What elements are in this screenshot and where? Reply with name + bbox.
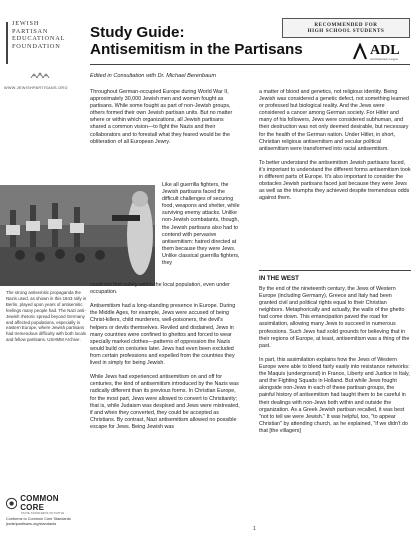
jpef-logo <box>6 20 76 64</box>
common-core-icon <box>6 497 17 510</box>
page-title-line2: Antisemitism in the Partisans <box>90 41 303 58</box>
column2-bottom <box>259 286 411 442</box>
recommended-badge: RECOMMENDED FOR HIGH SCHOOL STUDENTS <box>282 18 410 38</box>
logo-bar-icon <box>6 22 8 64</box>
paragraph: a matter of blood and genetics, not religious identity. Being Jewish was considered a genetic defect, not something learned or professed but biological reality. And the Jews were considered a cancer among German society. For Hitler and many of his followers, Jews were considered subhuman, and their destruction was not only deemed desirable, but necessary for the health of the German nation. Under Hitler, in short, Christian religious antisemitism and secular political antisemitism were transformed into racial antisemitism. <box>259 89 410 152</box>
paragraph: To better understand the antisemitism Jewish partisans faced, it's important to understand the different forms antisemitism took in different parts of Europe. It's also important to consider the obstacles Jewish partisans faced just because they were Jews as well as the triumphs they achieved despite tremendous odds against them. <box>259 159 411 202</box>
paragraph: While Jews had experienced antisemitism on and off for centuries, the kind of antisemitism introduced by the Nazis was radically different than its previous forms. In Christian Europe, for the most part, Jews were allowed to convert to Christianity; that is, while Judaism was despised and Jews were mistreated, if and when they converted, they could be accepted as Christians. By contrast, Nazi antisemitism allowed no possible escape for Jews. Being Jewish was <box>90 374 240 430</box>
adl-logo: ADL Anti-Defamation League <box>352 43 404 65</box>
paragraph: By the end of the nineteenth century, the Jews of Western Europe (including Germany), Greece and Italy had been granted civil and political rights equal to their Christian neighbors. Metaphorically and actually, the walls of the ghetto had come down. This emancipation paved the road for assimilation, allowing many Jews to succeed in numerous professions. Such Jews had solid grounds for believing that in their regions of Europe, at least, antisemitism was a thing of the past. <box>259 286 410 349</box>
section-heading-west: IN THE WEST <box>259 275 299 282</box>
website-url[interactable]: WWW.JEWISHPARTISANS.ORG <box>4 86 68 90</box>
paragraph: In part, this assimilation explains how the Jews of Western Europe were able to blend fairly easily into resistance networks: the Maquis (underground) in France, Liberty and Justice in Italy, and the Fighting Squads in Holland. But while Jews fought alongside non-Jews in each of these partisan groups, the painful history of antisemitism had taught them to be careful in their dealings with non-Jews both within and outside the organization. As a Greek Jewish partisan recalled, it was best "not to tell we were Jewish." It was helpful, too, "to appear Christian" by attending church, as he explained, "if we didn't do that [the villagers] <box>259 356 410 434</box>
column1-intro <box>90 89 240 153</box>
tree-icon <box>30 70 52 81</box>
column1-body <box>90 282 240 438</box>
column2-top <box>259 89 411 210</box>
section-rule <box>259 270 411 271</box>
common-core-sub: STATE STANDARDS INITIATIVE <box>21 512 65 515</box>
common-core-title: COMMON CORE <box>20 494 59 512</box>
common-core-logo <box>6 494 76 515</box>
paragraph: Throughout German-occupied Europe during World War II, approximately 30,000 Jewish men and women fought as partisans. While some fought as part of non-Jewish groups, others formed their own Jewish partisan units. But no matter where or within which organizations, all Jewish partisans shared a common vision—to fight the Nazis and their collaborators and to forestall what they feared would be the obliteration of all European Jewry. <box>90 89 233 145</box>
header-rule <box>90 64 410 65</box>
adl-emblem-icon <box>352 43 368 61</box>
paragraph: Antisemitism had a long-standing presence in Europe. During the Middle Ages, for example, Jews were accused of being Christ-killers, child murderers, well-poisoners, the devil's helpers or devils themselves. Reviled and disdained, Jews in many countries were confined to ghettos and forced to wear specially marked clothes—patterns of oppression the Nazis would build on centuries later. Jews had even been excluded from certain professions and expelled from the countries they lived in simply for being Jewish. <box>90 303 236 367</box>
standards-note: Conforms to Common Core Standards jewishpartisans.org/standards <box>6 517 71 527</box>
page-number: 1 <box>253 526 256 532</box>
consultation-credit: Edited in Consultation with Dr. Michael Berenbaum <box>90 73 217 79</box>
column1-wrap <box>162 182 240 274</box>
paragraph: could not find safety within the local population, even under occupation. <box>90 282 230 296</box>
page-title-line1: Study Guide: <box>90 24 185 41</box>
org-name: JEWISH PARTISAN EDUCATIONAL FOUNDATION <box>12 20 66 50</box>
photo-caption: The strong antisemitic propaganda the Nazis used, as shown in this 1943 rally in Berlin, played upon years of antisemitic feelings many people had. The Nazi anti-Jewish rhetoric spread beyond Germany and affected populations, especially in eastern Europe, where Jewish partisans had tremendous difficulty with both locals and fellow partisans. USHMM Archive. <box>6 290 87 343</box>
paragraph: Like all guerrilla fighters, the Jewish partisans faced the difficult challenges of securing food, weapons and shelter, while surviving enemy attacks. Unlike non-Jewish combatants, though, the Jewish partisans also had to contend with pervasive antisemitism: hatred directed at them because they were Jews. Unlike classical guerrilla fighters, they <box>162 182 240 267</box>
rally-photo <box>0 185 155 286</box>
